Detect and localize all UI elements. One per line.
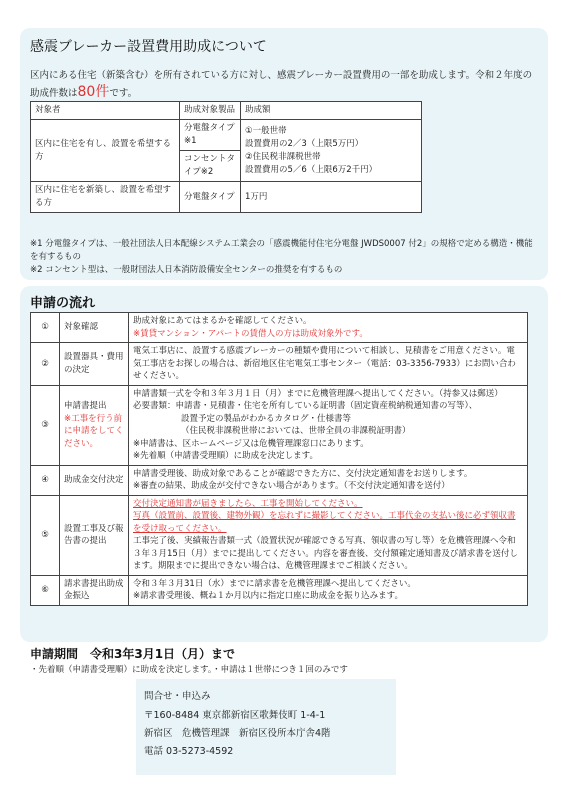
step-detail: 申請書受理後、助成対象であることが確認できた方に、交付決定通知書をお送りします。 ※審査の結果、助成金が交付できない場合があります。（不交付決定通知書を送付） [129,465,528,495]
table-cell: 1万円 [241,182,422,213]
step-name: 設置工事及び報告書の提出 [60,495,129,575]
step-number: ⑥ [31,575,60,605]
step-detail: 令和３年３月31日（水）までに請求書を危機管理課へ提出してください。 ※請求書受理後、概ね１か月以内に指定口座に助成金を振り込みます。 [129,575,528,605]
step-name: 請求書提出助成金振込 [60,575,129,605]
step-name: 対象確認 [60,313,129,343]
step-detail: 電気工事店に、設置する感震ブレーカーの種類や費用について相談し、見積書をご用意ください。電気工事店をお探しの場合は、新宿地区住宅電気工事センター（電話：03-3356-7933）にお問い合わせください。 [129,343,528,386]
table-header: 助成対象製品 [180,102,241,120]
page-title: 感震ブレーカー設置費用助成について [30,39,267,55]
table-row [31,495,528,575]
footnote: ※1 分電盤タイプは、一般社団法人日本配線システム工業会の「感震機能付住宅分電盤 JWDS0007 付2」の規格で定める構造・機能を有するもの [30,239,533,262]
step-number: ③ [31,385,60,465]
table-cell: 分電盤タイプ※1 [180,120,241,151]
application-period: 申請期間 令和3年3月1日（月）まで [30,647,236,661]
contact-heading: 問合せ・申込み [144,691,211,702]
step-name: 助成金交付決定 [60,465,129,495]
step-name: 設置器具・費用の決定 [60,343,129,386]
table-row [31,120,422,151]
contact-address: 〒160-8484 東京都新宿区歌舞伎町 1-4-1 [144,710,326,721]
table-cell: ①一般世帯 設置費用の2／3（上限5万円） ②住民税非課税世帯 設置費用の5／6（上限6万2千円） [241,120,422,182]
table-header-row [31,102,422,120]
table-header: 助成額 [241,102,422,120]
step-detail: 交付決定通知書が届きましたら、工事を開始してください。 写真（設置前、設置後、建物外観）を忘れずに撮影してください。工事代金の支払い後に必ず領収書を受け取ってください。 工事完了後、実績報告書類一式（設置状況が確認できる写真、領収書の写し等）を危機管理課へ令和３年３月15日（月）までに提出してください。内容を審査後、交付額確定通知書及び請求書を送付します。期限までに提出できない場合は、危機管理課までご相談ください。 [129,495,528,575]
table-cell: 分電盤タイプ [180,182,241,213]
table-row [31,343,528,386]
step-warning: ※工事を行う前に申請をしてください。 [64,413,124,449]
table-row [31,575,528,605]
step-number: ⑤ [31,495,60,575]
table-row [31,313,528,343]
step-name: 申請書提出 ※工事を行う前に申請をしてください。 [60,385,129,465]
table-header: 対象者 [31,102,180,120]
intro-text: 区内にある住宅（新築含む）を所有されている方に対し、感震ブレーカー設置費用の一部を助成します。令和２年度の助成件数は80件です。 [30,70,533,100]
flow-table [30,312,528,606]
table-row [31,465,528,495]
subsidy-table [30,101,422,213]
grant-count: 80件 [77,84,110,100]
step-number: ② [31,343,60,386]
table-row [31,182,422,213]
contact-department: 新宿区 危機管理課 新宿区役所本庁舎4階 [144,728,331,739]
table-cell: 区内に住宅を新築し、設置を希望する方 [31,182,180,213]
table-cell: 区内に住宅を有し、設置を希望する方 [31,120,180,182]
footnote: ※2 コンセント型は、一般財団法人日本消防設備安全センターの推奨を有するもの [30,265,343,275]
step-number: ④ [31,465,60,495]
step-detail: 助成対象にあてはまるかを確認してください。 ※賃貸マンション・アパートの賃借人の方は助成対象外です。 [129,313,528,343]
table-cell: コンセントタイプ※2 [180,151,241,182]
contact-phone: 電話 03-5273-4592 [144,746,234,757]
application-period-note: ・先着順（申請書受理順）に助成を決定します。・申請は１世帯につき１回のみです [30,665,348,675]
step-number: ① [31,313,60,343]
step-detail: 申請書類一式を令和３年３月１日（月）までに危機管理課へ提出してください。（持参又は郵送） 必要書類：申請書・見積書・住宅を所有している証明書（固定資産税納税通知書の写等）、 設置予定の製品がわかるカタログ・仕様書等 （住民税非課税世帯においては、世帯全員の非課税証明書） ※申請書は、区ホームページ又は危機管理課窓口にあります。 ※先着順（申請書受理順）に助成を決定します。 [129,385,528,465]
table-row [31,385,528,465]
flow-heading: 申請の流れ [30,296,96,311]
